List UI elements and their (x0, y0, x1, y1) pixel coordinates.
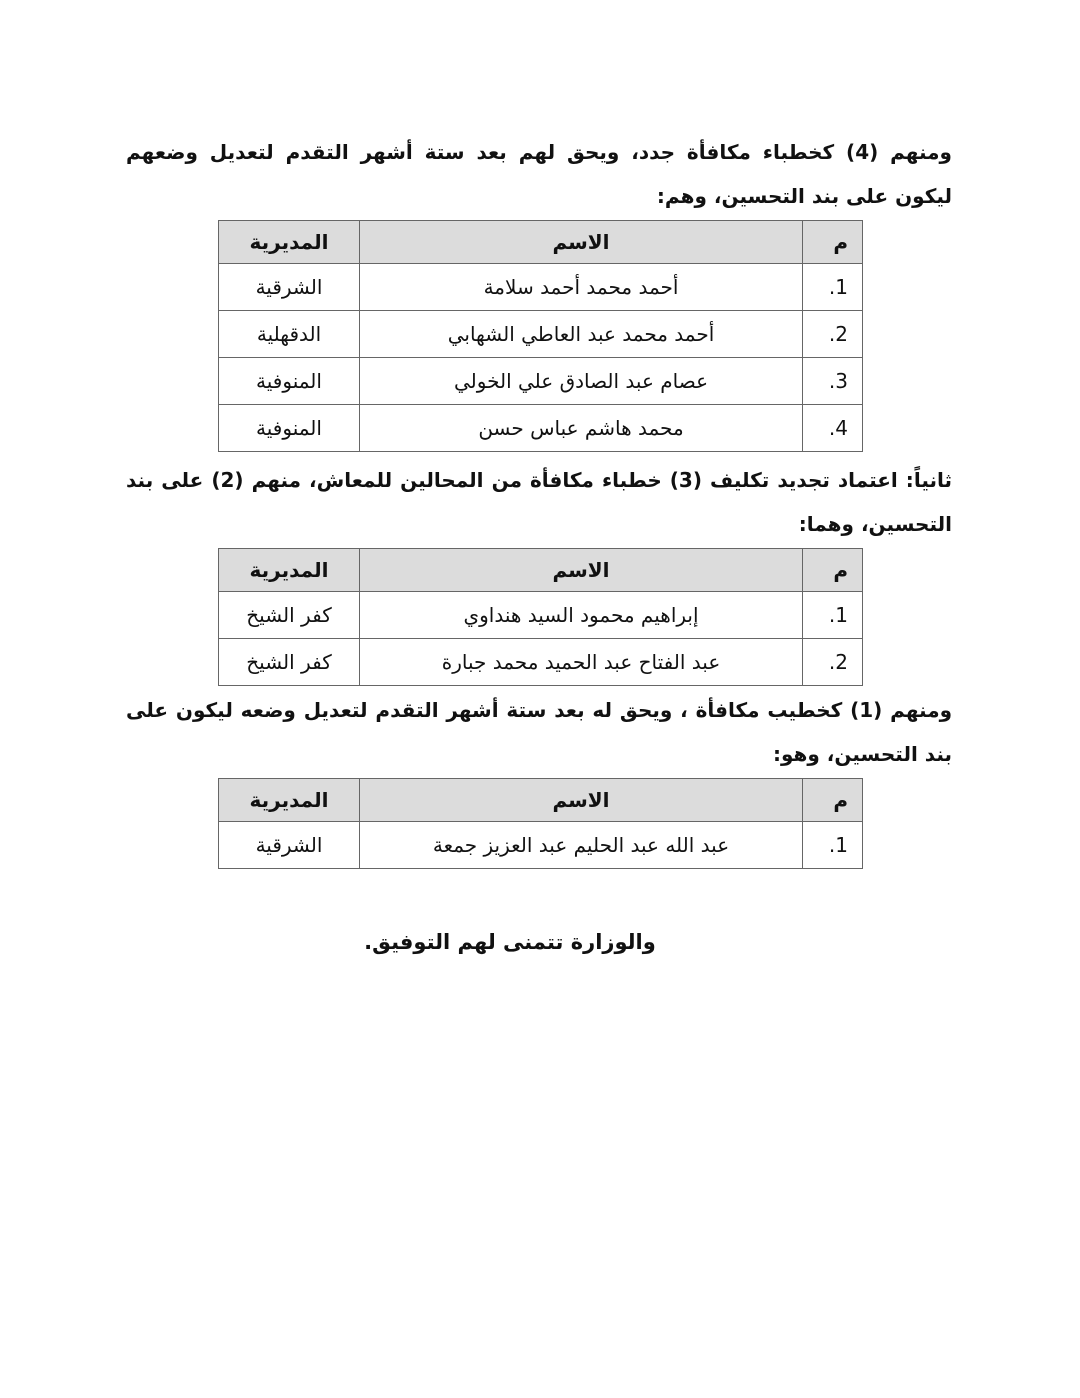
table-new-preachers (218, 220, 863, 452)
paragraph-lead: ثانياً (913, 468, 953, 492)
cell-directorate: المنوفية (219, 358, 360, 405)
table-row (219, 311, 863, 358)
cell-directorate: المنوفية (219, 405, 360, 452)
cell-name: عصام عبد الصادق علي الخولي (360, 358, 803, 405)
header-num: م (803, 549, 863, 592)
header-directorate: المديرية (219, 549, 360, 592)
cell-directorate: كفر الشيخ (219, 592, 360, 639)
cell-num: 2. (803, 639, 863, 686)
table-row (219, 358, 863, 405)
cell-num: 1. (803, 592, 863, 639)
header-num: م (803, 779, 863, 822)
closing-line: والوزارة تتمنى لهم التوفيق. (364, 930, 656, 954)
cell-directorate: كفر الشيخ (219, 639, 360, 686)
cell-name: عبد الفتاح عبد الحميد محمد جبارة (360, 639, 803, 686)
cell-name: إبراهيم محمود السيد هنداوي (360, 592, 803, 639)
cell-num: 3. (803, 358, 863, 405)
cell-directorate: الشرقية (219, 264, 360, 311)
paragraph-text: : اعتماد تجديد تكليف (3) خطباء مكافأة من المحالين للمعاش، منهم (2) على بند التحسين، وهما: (126, 468, 952, 536)
cell-directorate: الدقهلية (219, 311, 360, 358)
cell-name: عبد الله عبد الحليم عبد العزيز جمعة (360, 822, 803, 869)
header-directorate: المديرية (219, 221, 360, 264)
cell-name: أحمد محمد عبد العاطي الشهابي (360, 311, 803, 358)
table-renewed-preachers (218, 548, 863, 686)
paragraph-renewal (126, 458, 952, 546)
table-row (219, 264, 863, 311)
header-directorate: المديرية (219, 779, 360, 822)
paragraph-text: ومنهم (1) كخطيب مكافأة ، ويحق له بعد ستة أشهر التقدم لتعديل وضعه ليكون على بند التحسين، وهو: (126, 698, 953, 766)
cell-num: 2. (803, 311, 863, 358)
table-row (219, 405, 863, 452)
cell-name: أحمد محمد أحمد سلامة (360, 264, 803, 311)
table-row (219, 822, 863, 869)
table-header-row (219, 779, 863, 822)
cell-directorate: الشرقية (219, 822, 360, 869)
table-header-row (219, 549, 863, 592)
paragraph-single-preacher (126, 688, 952, 776)
table-row (219, 592, 863, 639)
cell-name: محمد هاشم عباس حسن (360, 405, 803, 452)
paragraph-new-preachers (126, 130, 952, 218)
header-num: م (803, 221, 863, 264)
header-name: الاسم (360, 779, 803, 822)
cell-num: 1. (803, 264, 863, 311)
cell-num: 4. (803, 405, 863, 452)
cell-num: 1. (803, 822, 863, 869)
paragraph-text: ومنهم (4) كخطباء مكافأة جدد، ويحق لهم بعد ستة أشهر التقدم لتعديل وضعهم ليكون على بند التحسين، وهم: (126, 140, 952, 208)
header-name: الاسم (360, 221, 803, 264)
table-header-row (219, 221, 863, 264)
header-name: الاسم (360, 549, 803, 592)
table-row (219, 639, 863, 686)
table-single-preacher (218, 778, 863, 869)
